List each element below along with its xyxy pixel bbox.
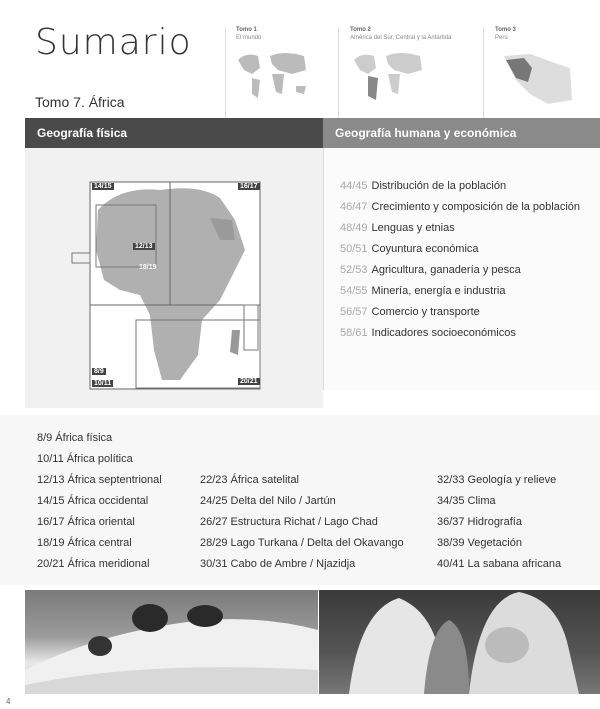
list-item[interactable]: 26/27 Estructura Richat / Lago Chad — [200, 516, 378, 528]
desert-photo-art — [25, 590, 318, 694]
list-item[interactable]: 22/23 África satelital — [200, 474, 300, 486]
physical-list-col-3 — [437, 474, 561, 579]
list-item[interactable]: 10/11 África política — [37, 453, 133, 465]
list-item[interactable]: 30/31 Cabo de Ambre / Njazidja — [200, 558, 356, 570]
volume-1-tomo: Tomo 1 — [236, 27, 257, 33]
page-title: Sumario — [35, 22, 192, 63]
section-header-human — [323, 118, 600, 148]
physical-list-col-1 — [37, 432, 162, 579]
map-label: 20/21 — [240, 378, 258, 385]
divider — [483, 28, 484, 118]
list-item[interactable]: 52/53 Agricultura, ganadería y pesca — [340, 264, 521, 276]
list-item[interactable]: 40/41 La sabana africana — [437, 558, 562, 570]
map-label: 18/19 — [139, 264, 157, 271]
list-item[interactable]: 32/33 Geología y relieve — [437, 474, 557, 486]
list-item[interactable]: 12/13 África septentrional — [37, 474, 162, 486]
human-geography-list — [340, 180, 580, 348]
list-item[interactable]: 18/19 África central — [37, 537, 132, 549]
volume-2 — [350, 26, 470, 42]
list-item[interactable]: 38/39 Vegetación — [437, 537, 522, 549]
map-label: 12/13 — [135, 243, 153, 250]
list-item[interactable]: 20/21 África meridional — [37, 558, 150, 570]
list-item[interactable]: 28/29 Lago Turkana / Delta del Okavango — [200, 537, 404, 549]
volume-2-tomo: Tomo 2 — [350, 27, 371, 33]
list-item[interactable]: 16/17 África oriental — [37, 516, 135, 528]
volume-1-name: El mundo — [236, 35, 262, 41]
veiled-women-photo — [319, 590, 600, 694]
divider — [225, 28, 226, 118]
page-subtitle: Tomo 7. África — [35, 94, 125, 110]
list-item[interactable]: 56/57 Comercio y transporte — [340, 306, 480, 318]
volume-1 — [236, 26, 336, 42]
list-item[interactable]: 58/61 Indicadores socioeconómicos — [340, 327, 516, 339]
volume-2-name: América del Sur, Central y la Antártida — [350, 35, 452, 41]
map-label: 16/17 — [240, 183, 258, 190]
list-item[interactable]: 54/55 Minería, energía e industria — [340, 285, 506, 297]
physical-list-col-2 — [200, 474, 404, 579]
list-item[interactable]: 36/37 Hidrografía — [437, 516, 522, 528]
page-number: 4 — [6, 697, 11, 706]
americas-map-thumbnail — [350, 50, 428, 105]
list-item[interactable]: 34/35 Clima — [437, 495, 496, 507]
africa-index-map — [70, 180, 265, 390]
volume-3 — [495, 26, 575, 42]
volume-3-name: Perú — [495, 35, 508, 41]
list-item[interactable]: 48/49 Lenguas y etnias — [340, 222, 455, 234]
section-title-human: Geografía humana y económica — [335, 126, 517, 140]
list-item[interactable]: 24/25 Delta del Nilo / Jartún — [200, 495, 336, 507]
desert-photo — [25, 590, 318, 694]
world-map-thumbnail — [234, 50, 312, 105]
list-item[interactable]: 50/51 Coyuntura económica — [340, 243, 479, 255]
list-item[interactable]: 8/9 África física — [37, 432, 113, 444]
map-label: 10/11 — [94, 380, 112, 387]
volume-3-tomo: Tomo 3 — [495, 27, 516, 33]
list-item[interactable]: 44/45 Distribución de la población — [340, 180, 507, 192]
map-label: 14/15 — [94, 183, 112, 190]
list-item[interactable]: 14/15 África occidental — [37, 495, 149, 507]
section-header-physical — [25, 118, 323, 148]
map-label: 8/9 — [94, 368, 104, 375]
list-item[interactable]: 46/47 Crecimiento y composición de la población — [340, 201, 581, 213]
veiled-women-photo-art — [319, 590, 600, 694]
divider — [338, 28, 339, 118]
peru-map-thumbnail — [500, 50, 575, 108]
section-title-physical: Geografía física — [37, 126, 128, 140]
